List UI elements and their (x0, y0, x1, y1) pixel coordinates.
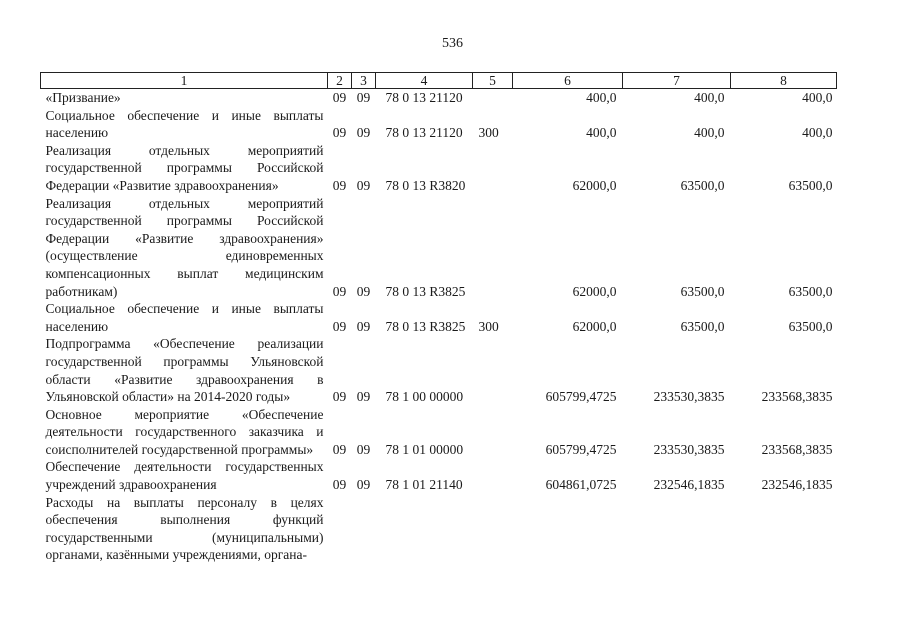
amount-col8-cell: 63500,0 (788, 177, 833, 193)
subsection-code-cell: 09 (356, 283, 371, 299)
amount-col7-cell: 400,0 (694, 125, 725, 141)
table-row (41, 89, 837, 107)
subsection-code-cell: 09 (356, 441, 371, 457)
section-code-cell: 09 (332, 441, 347, 457)
amount-col8-cell: 232546,1835 (761, 477, 833, 493)
section-code-cell: 09 (332, 389, 347, 405)
table-row (41, 406, 837, 459)
amount-col6-cell: 400,0 (586, 90, 617, 105)
budget-table (40, 72, 837, 564)
target-article-cell: 78 0 13 R3825 (385, 283, 466, 299)
row-name-cell: Реализация отдельных мероприятий государственной программы Российской Федерации «Развитие здравоохранения» (45, 142, 324, 193)
amount-col6-cell: 605799,4725 (545, 441, 617, 457)
section-code-cell: 09 (332, 477, 347, 493)
amount-col7-cell: 63500,0 (680, 283, 725, 299)
target-article-cell (376, 494, 473, 564)
section-code-cell: 09 (332, 177, 347, 193)
row-name-cell: Социальное обеспечение и иные выплаты населению (45, 107, 324, 141)
section-code-cell: 09 (332, 318, 347, 334)
column-header: 2 (328, 73, 352, 89)
subsection-code-cell: 09 (356, 90, 371, 105)
table-row (41, 300, 837, 335)
subsection-code-cell: 09 (356, 318, 371, 334)
amount-col6-cell (513, 494, 623, 564)
column-header: 1 (41, 73, 328, 89)
subsection-code-cell: 09 (356, 177, 371, 193)
section-code-cell: 09 (332, 90, 347, 105)
expense-type-cell (473, 458, 513, 493)
amount-col6-cell: 604861,0725 (545, 477, 617, 493)
amount-col7-cell: 400,0 (694, 90, 725, 105)
target-article-cell: 78 1 01 00000 (385, 441, 464, 457)
amount-col8-cell (731, 494, 837, 564)
amount-col7-cell: 63500,0 (680, 177, 725, 193)
amount-col7-cell: 233530,3835 (653, 441, 725, 457)
expense-type-cell: 300 (478, 318, 499, 334)
amount-col8-cell: 400,0 (802, 90, 833, 105)
subsection-code-cell: 09 (356, 389, 371, 405)
target-article-cell: 78 0 13 21120 (385, 125, 463, 141)
page-number: 536 (442, 36, 463, 51)
row-name-cell: Основное мероприятие «Обеспечение деятельности государственного заказчика и соисполнителей государственной программы» (45, 406, 324, 457)
table-row (41, 142, 837, 195)
amount-col8-cell: 400,0 (802, 125, 833, 141)
section-code-cell: 09 (332, 283, 347, 299)
row-name-cell: Подпрограмма «Обеспечение реализации государственной программы Ульяновской области «Развитие здравоохранения в Ульяновской области» на 2014-2020 годы» (45, 336, 324, 405)
column-header: 8 (731, 73, 837, 89)
table-row (41, 458, 837, 493)
target-article-cell: 78 0 13 R3825 (385, 318, 466, 334)
table-row (41, 195, 837, 301)
header-row (41, 73, 837, 89)
target-article-cell: 78 0 13 21120 (385, 90, 463, 105)
amount-col8-cell: 63500,0 (788, 318, 833, 334)
column-header: 5 (473, 73, 513, 89)
amount-col8-cell: 233568,3835 (761, 389, 833, 405)
target-article-cell: 78 0 13 R3820 (385, 177, 466, 193)
target-article-cell: 78 1 00 00000 (385, 389, 464, 405)
section-code-cell: 09 (332, 125, 347, 141)
expense-type-cell (473, 142, 513, 195)
column-header: 3 (352, 73, 376, 89)
amount-col6-cell: 605799,4725 (545, 389, 617, 405)
row-name-cell: Социальное обеспечение и иные выплаты населению (45, 301, 324, 334)
target-article-cell: 78 1 01 21140 (385, 477, 463, 493)
column-header: 7 (623, 73, 731, 89)
amount-col7-cell: 233530,3835 (653, 389, 725, 405)
table-row (41, 335, 837, 405)
amount-col6-cell: 62000,0 (572, 318, 617, 334)
row-name-cell: Обеспечение деятельности государственных учреждений здравоохранения (45, 459, 324, 493)
subsection-code-cell (352, 494, 376, 564)
expense-type-cell (473, 406, 513, 459)
subsection-code-cell: 09 (356, 125, 371, 141)
expense-type-cell: 300 (478, 125, 499, 141)
row-name-cell: «Призвание» (45, 90, 121, 105)
row-name-cell: Расходы на выплаты персоналу в целях обеспечения выполнения функций государственными (муниципальными) органами, казёнными учреждениями, органа- (45, 494, 324, 563)
table-row (41, 107, 837, 142)
amount-col8-cell: 233568,3835 (761, 441, 833, 457)
column-header: 4 (376, 73, 473, 89)
expense-type-cell (473, 494, 513, 564)
expense-type-cell (473, 89, 513, 107)
expense-type-cell (473, 195, 513, 301)
amount-col6-cell: 62000,0 (572, 283, 617, 299)
column-header: 6 (513, 73, 623, 89)
amount-col7-cell: 232546,1835 (653, 477, 725, 493)
table-row (41, 494, 837, 564)
amount-col7-cell (623, 494, 731, 564)
amount-col7-cell: 63500,0 (680, 318, 725, 334)
subsection-code-cell: 09 (356, 477, 371, 493)
amount-col6-cell: 62000,0 (572, 177, 617, 193)
amount-col8-cell: 63500,0 (788, 283, 833, 299)
amount-col6-cell: 400,0 (586, 125, 617, 141)
section-code-cell (328, 494, 352, 564)
row-name-cell: Реализация отдельных мероприятий государственной программы Российской Федерации «Развитие здравоохранения» (осуществление единовременных компенсационных выплат медицинским работникам) (45, 195, 324, 299)
expense-type-cell (473, 335, 513, 405)
